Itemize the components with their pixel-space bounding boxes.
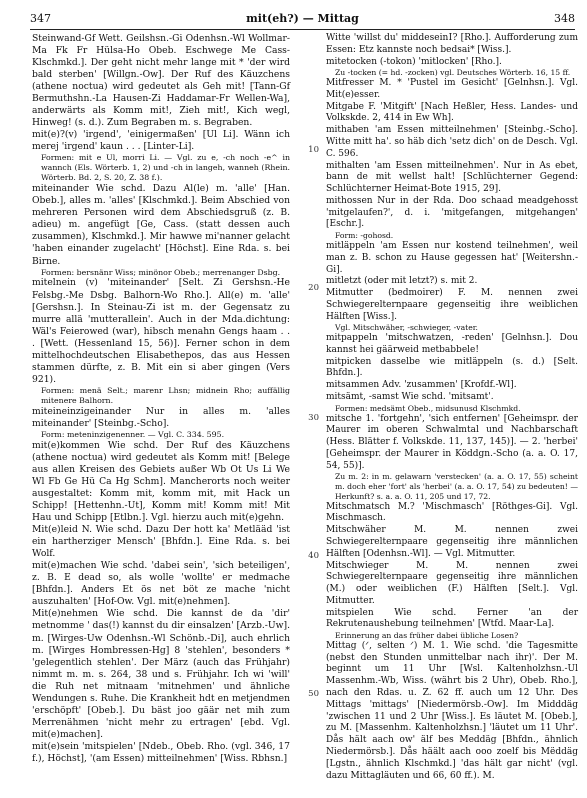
dictionary-entry: mitsämt, -samst Wie schd. 'mitsamt'. [326, 392, 494, 403]
dictionary-entry: mitläppeln 'am Essen nur kostend teilnehmen', weil man z. B. schon zu Hause gegessen hat' [Weitershn.-Gi]. [326, 240, 578, 275]
entry-note: Formen: bersnänr Wiss; minönor Obeb.; merrenanger Dsbg. [41, 267, 281, 277]
line-number: 50 [308, 689, 319, 699]
dictionary-entry: mitspielen Wie schd. Ferner 'an der Rekrutenaushebung teilnehmen' [Wtfd. Maar-La]. [326, 607, 578, 630]
entry-note: Formen: medsämt Obeb., midsunusd Klschmkd. [335, 403, 521, 413]
page-number-right: 348 [554, 12, 575, 25]
running-title: mit(eh?) — Mittag [246, 12, 359, 25]
entry-note: Zu -tocken (= hd. -zocken) vgl. Deutsches Wörterb. 16, 15 ff. [335, 68, 571, 78]
entry-note: Vgl. Mitschwäher, -schwieger, -vater. [335, 323, 478, 333]
dictionary-entry: mitetocken (-tokon) 'mitlocken' [Rho.]. [326, 56, 502, 67]
dictionary-entry: Mitmutter (bedmoirer) F. M. nennen zwei Schwiegerelternpaare gegenseitig ihre weiblichen Hälften [Wiss.]. [326, 288, 578, 322]
dictionary-entry: mitpicken dasselbe wie mitläppeln (s. d.) [Selt. Bhfdn.]. [326, 356, 578, 379]
dictionary-entry: mit(e)machen Wie schd. 'dabei sein', 'sich beteiligen', z. B. E dead so, als wolle 'wollte' er medmache [Bhfdn.]. Anders Et ös net böt ze mache 'nicht auszuhalten' [Hof-Ow. Vgl. mit(e)nehmen]. [32, 560, 290, 608]
entry-note: Form: meteninzigenenner. — Vgl. C. 334. 595. [41, 429, 225, 439]
dictionary-entry: mitsche 1. 'fortgehn', 'sich entfernen' [Geheimspr. der Maurer im oberen Schwalmtal und Nachbarschaft (Hess. Blätter f. Volkskde. 11, 137, 145)]. — 2. 'herbei' [Geheimspr. der Maurer in Köddgn.-Scho (a. a. O. 17, 54, 55)]. [326, 413, 578, 471]
dictionary-entry: Mitgabe F. 'Mitgift' [Nach Heßler, Hess. Landes- und Volkskde. 2, 414 in Ew Wh]. [326, 101, 578, 124]
line-number: 30 [308, 413, 319, 423]
dictionary-entry: mit(e)kommen Wie schd. Der Ruf des Käuzchens (athene noctua) wird gedeutet als Komm mit! [Belege aus allen Kreisen des Gebiets außer Wb Ot Us Li We Wl Fb Ge Hü Ca Hg Schm]. Mancherorts noch weiter ausgestaltet: Komm mit, komm mit, mit Hack un Schipp! [Hettenhn.-Ut], Komm mit! Komm mit! Mit Hau und Schipp [Etlbn.]. Vgl. hierzu auch mit(e)gehn. [32, 439, 290, 524]
page-number-left: 347 [30, 12, 51, 25]
dictionary-entry: Mitfresser M. * 'Pustel im Gesicht' [Gelnhsn.]. Vgl. Mit(e)esser. [326, 78, 578, 100]
dictionary-entry: mithalten 'am Essen mitteilnehmen'. Nur in As ebet, bann de mit wellst halt! [Schlüchterner Gegend: Schlüchterner Heimat-Bote 1915, 29]. [326, 160, 578, 195]
dictionary-entry: mithossen Nur in der Rda. Doo schaad meadgehosst 'mitgelaufen?', d. i. 'mitgefangen, mitgehangen' [Eschr.]. [326, 195, 578, 230]
entry-note: Zu m. 2: in m. gelawarn 'verstecken' (a. a. O. 17, 55) scheint m. doch eher 'fort' als 'herbei' (a. a. O. 17, 54) zu bedeuten! — Herkunft? s. a. a. O. 11, 205 und 17, 72. [335, 472, 578, 501]
dictionary-entry: Witte 'willst du' middeseinⅠ? [Rho.]. Aufforderung zum Essen: Etz kannste noch bedsai* [Wiss.]. [326, 33, 578, 55]
dictionary-entry: Mitschwieger M. M. nennen zwei Schwiegerelternpaare gegenseitig ihre männlichen (M.) oder weiblichen (F.) Hälften [Selt.]. Vgl. Mitmutter. [326, 560, 578, 606]
dictionary-entry: Mitschwäher M. M. nennen zwei Schwiegerelternpaare gegenseitig ihre männlichen Hälften [Odenhsn.-Wl]. — Vgl. Mitmutter. [326, 525, 578, 559]
dictionary-entry: mitsammen Adv. 'zusammen' [Krofdf.-Wl]. [326, 380, 517, 391]
dictionary-entry: mitpappeln 'mitschwatzen, -reden' [Gelnhsn.]. Dou kannst hei gäärweid metbabbele! [326, 333, 578, 355]
dictionary-entry: mitletzt (oder mit letzt?) s. mit 2. [326, 276, 478, 287]
dictionary-entry: Steinwand-Gf Wett. Geilshsn.-Gi Odenhsn.-Wl Wollmar-Ma Fk Fr Hülsa-Ho Obeb. Eschwege Me Cass-Klschmkd.]. Der geht nicht mehr lange mit * 'der wird bald sterben' [Willgn.-Ow]. Der Ruf des Käuzchens (athene noctua) wird gedeutet als Geh mit! [Tann-Gf Bermuthshn.-La Hausen-Zi Haddamar-Fr Wellen-Wa], anderwärts als Komm mit!, Zieh mit!, Kich wegl, Hinweg! (s. d.). Zum Begraben m. s. Begraben. [32, 33, 290, 129]
left-column [32, 33, 290, 765]
dictionary-entry: mit(e)?(v) 'irgend', 'einigermaßen' [Ul Li]. Wänn ich merej 'irgend' kaun . . . [Linter-Li]. [32, 129, 290, 153]
header-rule [30, 29, 575, 30]
dictionary-entry: Mitschmatsch M.? 'Mischmasch' [Röthges-Gi]. Vgl. Mischmasch. [326, 501, 578, 524]
dictionary-entry: Mittag (ᐟ, selten ᐟ) M. 1. Wie schd. 'die Tagesmitte (nebst den Stunden unmittelbar nach ihr)'. Der M. beginnt um 11 Uhr [Wsl. Kaltenholzhsn.-Ul Massenhm.-Wb, Wiss. (währt bis 2 Uhr), Obeb. Rho.], nach den Rdas. u. Z. 62 ff. auch um 12 Uhr. Des Mittags 'mittags' [Niedermörsb.-Ow]. Im Midddäg 'zwischen 11 und 2 Uhr [Wiss.]. Es läutet M. [Obeb.], zu M. [Massenhm. Kaltenholzhsn.] 'läutet um 11 Uhr'. Dås hält aach ow' älf bes Meddäg [Bhfdn., ähnlich Niedermörsb.]. Dås häält aach ooo zoelf bis Mëddäg [Lgstn., ähnlich Klschmkd.] 'das hält gar nicht' (vgl. dazu Mittagläuten und 66, 60 ff.). M. [326, 640, 578, 781]
page-header [30, 12, 575, 26]
entry-note: Formen: mit e Ul, morri Li. — Vgl. zu e, -ch noch -e^ in wannch (Els. Wörterb. 1, 2) und -ch in langeh, wanneh (Rhein. Wörterb. Bd. 2, S. 20, Z. 38 f.). [41, 153, 290, 183]
dictionary-entry: miteinander Wie schd. Dazu Al(le) m. 'alle' [Han. Obeb.], alles m. 'alles' [Klschmkd.]. Beim Abschied von mehreren Personen wird dem Abschiedsgruß (z. B. adieu) m. angefügt [Ge, Cass. (statt dessen auch zusammen), Klschmkd.]. Mir hawwe mi'nanner gelacht 'haben einander zugelacht' [Höchst]. Eine Rda. s. bei Birne. [32, 183, 290, 267]
dictionary-entry: Mit(e)leid N. Wie schd. Dazu Der hott ka' Metlääd 'ist ein hartherziger Mensch' [Bhfdn.]. Eine Rda. s. bei Wolf. [32, 524, 290, 560]
dictionary-entry: Mit(e)nehmen Wie schd. Die kannst de da 'dir' metnomme ' das(!) kannst du dir einsalzen' [Arzb.-Uw]. m. [Wirges-Uw Odenhsn.-Wl Schönb.-Di], auch ehrlich m. [Wirges Hombressen-Hg] 8 'stehlen', besonders * 'gelegentlich stehlen'. Der März (auch das Frühjahr) nimmt m. m. s. 264, 38 und s. Frühjahr. Ich wi 'will' die Ruh net mitnaam 'mitnehmen' und ähnliche Wendungen s. Ruhe. Die Krankheit hdt en metjendmen 'erschöpft' [Obeb.]. Du bäst joo gäär net mih zum Merrenähmen 'nicht mehr zu ertragen' [ebd. Vgl. mit(e)machen]. [32, 608, 290, 740]
line-number: 20 [308, 283, 319, 293]
right-column [326, 33, 578, 782]
entry-note: Form: -gohosd. [335, 231, 394, 241]
dictionary-entry: mitelnein (v) 'miteinander' [Selt. Zi Gershsn.-He Felsbg.-Me Dsbg. Balhorn-Wo Rho.]. All(e) m. 'alle' [Gershsn.]. In Steinau-Zi ist m. der Gegensatz zu murre allä 'mutterallein'. Auch in der Mda.dichtung: Wäl's Feierowed (war), hibsch menahn Gengs haam . . . [Wett. (Hessenland 15, 56)]. Ferner schon in dem mittelhochdeutschen Elisabethepos, das aus Hessen stammen dürfte, z. B. Mit ein si aber gingen (Vers 921). [32, 277, 290, 385]
line-number: 40 [308, 551, 319, 561]
line-number: 10 [308, 145, 319, 155]
line-number-gutter [297, 33, 319, 793]
dictionary-entry: mithaben 'am Essen mitteilnehmen' [Steinbg.-Scho]. Witte mitt ha'. so häb dich 'setz dich' on de Desch. Vgl. C. 596. [326, 125, 578, 159]
entry-note: Formen: menä Selt.; marenr Lhsn; midnein Rho; auffällig mitenere Balhorn. [41, 385, 290, 405]
entry-note: Erinnerung an das früher dabei übliche Losen? [335, 631, 519, 641]
dictionary-entry: miteineinzigeinander Nur in alles m. 'alles miteinander' [Steinbg.-Scho]. [32, 405, 290, 429]
dictionary-entry: mit(e)sein 'mitspielen' [Ndeb., Obeb. Rho. (vgl. 346, 17 f.), Höchst], '(am Essen) mitteilnehmen' [Wiss. Rbhsn.] [32, 740, 290, 764]
